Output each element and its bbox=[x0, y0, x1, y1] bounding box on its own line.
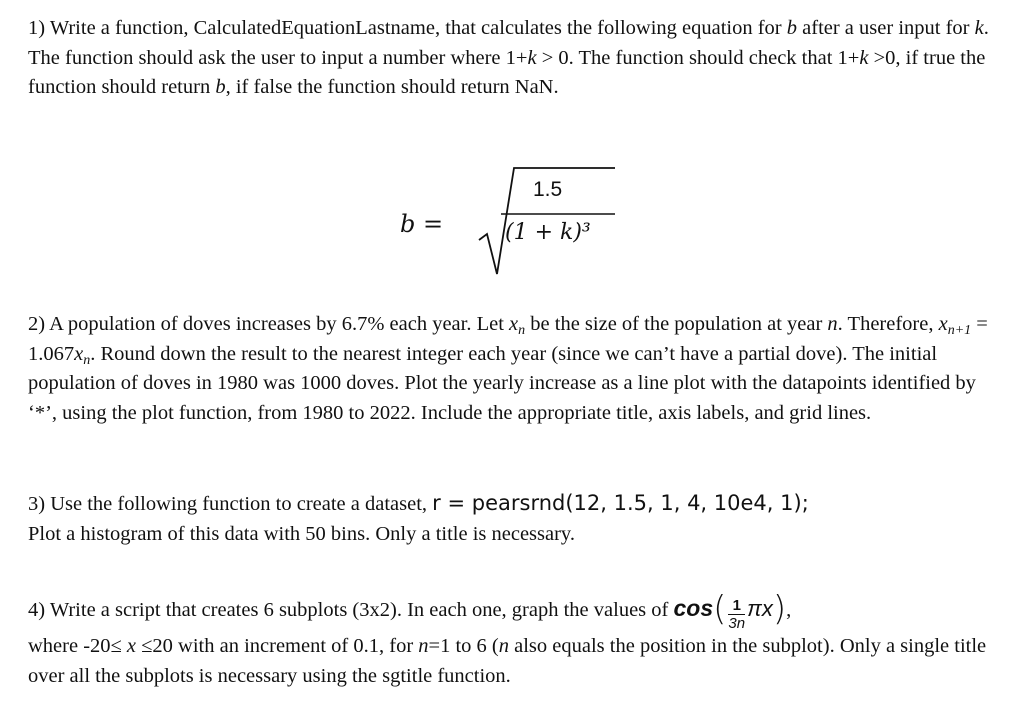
q4-text: where -20≤ bbox=[28, 635, 127, 657]
fraction-1-over-3n bbox=[728, 597, 745, 632]
q4-text: 4) Write a script that creates 6 subplots (3x2). In each one, graph the values of bbox=[28, 599, 674, 621]
q2-text: . Therefore, bbox=[837, 313, 939, 335]
left-paren: ( bbox=[713, 589, 727, 629]
q1-text: >0, if true the function should return bbox=[28, 46, 986, 98]
var-n: n bbox=[498, 635, 509, 657]
var-k: k bbox=[527, 46, 537, 69]
q4-text: =1 to 6 ( bbox=[428, 635, 499, 657]
var-x: x bbox=[509, 313, 519, 335]
q3-text: 3) Use the following function to create a dataset, bbox=[28, 493, 433, 515]
q1-text: . The function should ask the user to input a number where 1+ bbox=[28, 17, 989, 69]
q2-text: . Round down the result to the nearest integer each year (since we can’t have a partial dove). The initial population of doves in 1980 was 1000 doves. Plot the yearly increase as a line plot with the datapoints identified by ‘*’, using the plot function, from 1980 to 2022. Include the appropriate title, axis labels, and grid lines. bbox=[28, 342, 976, 424]
equation-denominator: (1 + k)³ bbox=[505, 220, 591, 245]
q4-text: also equals the position in the subplot). Only a single title over all the subplots is necessary using the sgtitle function. bbox=[28, 635, 987, 687]
q1-text: > 0. The function should check that 1+ bbox=[536, 46, 860, 69]
q2-text: 2) A population of doves increases by 6.7% each year. Let bbox=[28, 313, 510, 335]
q2-text: = 1.067 bbox=[28, 313, 988, 365]
cos-label: cos bbox=[673, 595, 714, 621]
var-x: x bbox=[938, 313, 948, 335]
subscript-n1: n+1 bbox=[947, 323, 972, 338]
var-b: b bbox=[215, 76, 226, 98]
q3-text: Plot a histogram of this data with 50 bins. Only a title is necessary. bbox=[28, 522, 575, 545]
equation-numerator: 1.5 bbox=[533, 178, 563, 201]
q4-text: ≤20 with an increment of 0.1, for bbox=[136, 635, 419, 657]
equation-lhs: b = bbox=[400, 210, 444, 238]
var-n: n bbox=[827, 313, 838, 335]
var-b: b bbox=[786, 17, 798, 39]
q1-text: 1) Write a function, CalculatedEquationLastname, that calculates the following equation for bbox=[28, 17, 787, 39]
comma: , bbox=[786, 599, 792, 621]
subscript-n: n bbox=[83, 352, 91, 368]
var-k: k bbox=[859, 46, 869, 69]
fraction-numerator: 1 bbox=[728, 597, 745, 615]
question-4 bbox=[28, 589, 998, 691]
subscript-n: n bbox=[518, 323, 526, 338]
question-2 bbox=[28, 310, 998, 428]
fraction-denominator: 3n bbox=[728, 615, 746, 632]
pi-x: πx bbox=[747, 596, 773, 621]
pearsrnd-code: r = pearsrnd(12, 1.5, 1, 4, 10e4, 1); bbox=[432, 491, 809, 515]
question-1 bbox=[28, 14, 998, 103]
var-n: n bbox=[418, 635, 429, 657]
question-3 bbox=[28, 489, 998, 549]
q1-text: after a user input for bbox=[797, 17, 975, 39]
q2-text: be the size of the population at year bbox=[525, 313, 828, 335]
right-paren: ) bbox=[772, 589, 787, 629]
equation-b bbox=[0, 160, 1024, 280]
var-k: k bbox=[974, 17, 984, 39]
var-x: x bbox=[74, 342, 84, 365]
q1-text: , if false the function should return NaN. bbox=[225, 76, 559, 98]
var-x: x bbox=[126, 635, 137, 657]
